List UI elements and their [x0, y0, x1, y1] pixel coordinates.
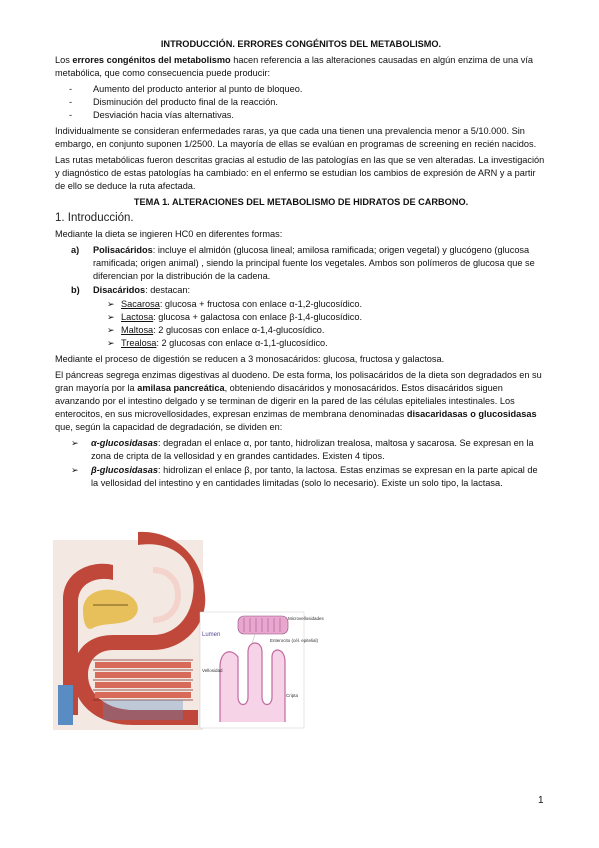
tema-paragraph-3: [55, 369, 547, 434]
intro-paragraph-3: Las rutas metabólicas fueron descritas gracias al estudio de las patologías en las que se ven alteradas. La investigación y diagnóstico de estas patologías ha cambiado: en el enfermo se estudian los cambios de expresión de ARN y a partir de ello se deduce la ruta afectada.: [55, 155, 545, 191]
list-item: - Desviación hacia vías alternativas.: [55, 109, 547, 122]
bold-term: amilasa pancreática: [137, 383, 225, 393]
tema-paragraph-1: Mediante la dieta se ingieren HC0 en diferentes formas:: [55, 229, 283, 239]
list-item: - Disminución del producto final de la reacción.: [55, 96, 547, 109]
figure-label-villus: Vellosidad: [202, 668, 223, 673]
text: que, según la capacidad de degradación, se dividen en:: [55, 422, 283, 432]
text: : destacan:: [145, 285, 191, 295]
text: : hidrolizan el enlace β, por tanto, la lactosa. Estas enzimas se expresan en la parte apical de la vellosidad del intestino y en cantidades limitadas (solo lo necesario). Existe un solo tipo, la lactasa.: [91, 465, 538, 488]
underlined-term: Maltosa: [121, 325, 154, 335]
intro-paragraph-2: Individualmente se consideran enfermedades raras, ya que cada una tienen una prevalencia menor a 5/10.000. Sin embargo, en conjunto suponen 1/2500. La mayoría de ellas se evalúan en programas de screening en recién nacidos.: [55, 126, 537, 149]
bold-term: α-glucosidasas: [91, 438, 158, 448]
list-item: [55, 298, 547, 311]
list-item: [55, 337, 547, 350]
list-item: [55, 324, 547, 337]
list-item: [55, 437, 547, 463]
figure-label-microvilli: Microvellosidades: [288, 616, 324, 621]
text: , obteniendo disacáridos y monosacáridos. Estos disacáridos siguen avanzando por el intestino delgado y se terminan de digerir en la pared de las células epiteliales intestinales. Los enterocitos, en sus microvellosidades, expresan enzimas de membrana denominadas: [55, 383, 515, 419]
section-heading: 1. Introducción.: [55, 212, 134, 224]
page-number: 1: [538, 795, 544, 806]
digestive-tract-illustration: [53, 540, 203, 730]
bold-term: errores congénitos del metabolismo: [72, 55, 231, 65]
glucosidases-list: [55, 437, 547, 490]
carbohydrate-forms-list: [55, 244, 547, 297]
tema-paragraph-2: Mediante el proceso de digestión se reducen a 3 monosacáridos: glucosa, fructosa y galactosa.: [55, 354, 445, 364]
bold-term: β-glucosidasas: [91, 465, 158, 475]
underlined-term: Sacarosa: [121, 299, 160, 309]
text: : degradan el enlace α, por tanto, hidrolizan trealosa, maltosa y sacarosa. Se expresan en la zona de cripta de la vellosidad y en grandes cantidades. Existen 4 tipos.: [91, 438, 534, 461]
text: : glucosa + galactosa con enlace β-1,4-glucosídico.: [153, 312, 362, 322]
section-title: TEMA 1. ALTERACIONES DEL METABOLISMO DE HIDRATOS DE CARBONO.: [133, 197, 469, 207]
consequences-list: [55, 83, 547, 122]
text: : 2 glucosas con enlace α-1,1-glucosídico.: [156, 338, 328, 348]
text: : incluye el almidón (glucosa lineal; amilosa ramificada; origen vegetal) y glucógeno (glucosa ramificada; origen animal) , siendo la principal fuente los vegetales. Ambos son polímeros de glucosa que se diferencian por la distribución de la cadena.: [93, 245, 535, 281]
text: : glucosa + fructosa con enlace α-1,2-glucosídico.: [159, 299, 363, 309]
underlined-term: Lactosa: [121, 312, 154, 322]
intestinal-villus-illustration: [200, 612, 324, 728]
underlined-term: Trealosa: [121, 338, 157, 348]
text: : 2 glucosas con enlace α-1,4-glucosídico.: [153, 325, 325, 335]
bold-term: Polisacáridos: [93, 245, 153, 255]
bold-term: Disacáridos: [93, 285, 146, 295]
bold-term: disacaridasas o glucosidasas: [406, 409, 537, 419]
disaccharides-list: [55, 298, 547, 350]
figure-label-crypt: Cripta: [286, 693, 299, 698]
list-item: [55, 311, 547, 324]
intro-paragraph-1: [55, 54, 547, 80]
page-title: INTRODUCCIÓN. ERRORES CONGÉNITOS DEL METABOLISMO.: [160, 39, 442, 49]
list-item: [55, 284, 547, 297]
document-page: [55, 38, 547, 491]
list-item: [55, 244, 547, 283]
text: hacen referencia a las alteraciones causadas en algún enzima de una vía metabólica, que como consecuencia puede producir:: [55, 55, 534, 78]
figure-label-enterocyte: Enterocito (cél. epitelial): [270, 638, 319, 643]
text: Los: [55, 55, 73, 65]
list-item: [55, 464, 547, 490]
text: El páncreas segrega enzimas digestivas al duodeno. De esta forma, los polisacáridos de la dieta son degradados en su gran mayoría por la: [55, 370, 542, 393]
list-item: - Aumento del producto anterior al punto de bloqueo.: [55, 83, 547, 96]
list-marker: b): [71, 285, 80, 295]
figure-label-lumen: Lumen: [202, 632, 221, 638]
list-marker: a): [71, 245, 80, 255]
